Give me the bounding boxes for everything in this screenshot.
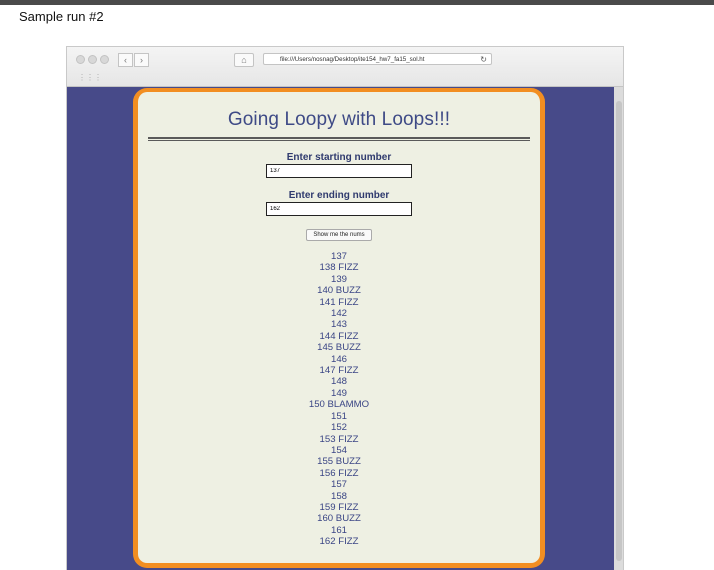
end-label: Enter ending number	[288, 190, 390, 201]
top-bar	[0, 0, 714, 5]
result-line: 150 BLAMMO	[308, 399, 370, 411]
back-button[interactable]	[118, 53, 133, 67]
result-line: 153 FIZZ	[319, 433, 359, 445]
result-line: 159 FIZZ	[319, 501, 359, 513]
result-line: 149	[330, 387, 347, 399]
result-line: 148	[330, 376, 347, 388]
close-window-icon[interactable]	[76, 55, 85, 64]
result-line: 154	[330, 444, 347, 456]
chevron-left-icon: ‹	[124, 55, 127, 65]
reload-icon[interactable]: ↻	[480, 55, 487, 64]
result-line: 147 FIZZ	[319, 365, 359, 377]
results-list	[138, 251, 540, 548]
result-line: 140 BUZZ	[317, 285, 361, 297]
result-line: 145 BUZZ	[317, 342, 361, 354]
result-line: 160 BUZZ	[317, 513, 361, 525]
scrollbar[interactable]	[614, 87, 623, 570]
start-label: Enter starting number	[286, 152, 392, 163]
result-line: 155 BUZZ	[317, 456, 361, 468]
result-line: 142	[330, 308, 347, 320]
home-button[interactable]	[234, 53, 254, 67]
result-line: 158	[330, 490, 347, 502]
content-card	[133, 88, 545, 568]
address-bar[interactable]	[263, 53, 492, 65]
result-line: 143	[330, 319, 347, 331]
start-number-input[interactable]	[266, 164, 412, 178]
result-line: 161	[330, 524, 347, 536]
result-line: 152	[330, 422, 347, 434]
result-line: 157	[330, 479, 347, 491]
title-divider	[148, 137, 530, 141]
result-line: 151	[330, 410, 347, 422]
forward-button[interactable]	[134, 53, 149, 67]
end-number-input[interactable]	[266, 202, 412, 216]
page-viewport	[67, 87, 623, 570]
result-line: 141 FIZZ	[319, 296, 359, 308]
zoom-window-icon[interactable]	[100, 55, 109, 64]
show-nums-button[interactable]: Show me the nums	[306, 229, 371, 241]
result-line: 146	[330, 353, 347, 365]
grid-icon[interactable]: ⋮⋮⋮	[78, 73, 102, 82]
address-text: file:///Users/nosnag/Desktop/ite154_hw7_fa15_sol.ht	[280, 56, 425, 63]
chevron-right-icon: ›	[140, 55, 143, 65]
result-line: 137	[330, 251, 347, 262]
result-line: 162 FIZZ	[319, 536, 359, 548]
result-line: 156 FIZZ	[319, 467, 359, 479]
browser-toolbar	[67, 47, 623, 87]
minimize-window-icon[interactable]	[88, 55, 97, 64]
scrollbar-thumb[interactable]	[616, 101, 622, 561]
caption: Sample run #2	[19, 9, 104, 24]
result-line: 138 FIZZ	[319, 262, 359, 274]
result-line: 144 FIZZ	[319, 330, 359, 342]
home-icon: ⌂	[241, 55, 247, 65]
browser-window	[66, 46, 624, 570]
result-line: 139	[330, 273, 347, 285]
page-title: Going Loopy with Loops!!!	[227, 109, 451, 130]
